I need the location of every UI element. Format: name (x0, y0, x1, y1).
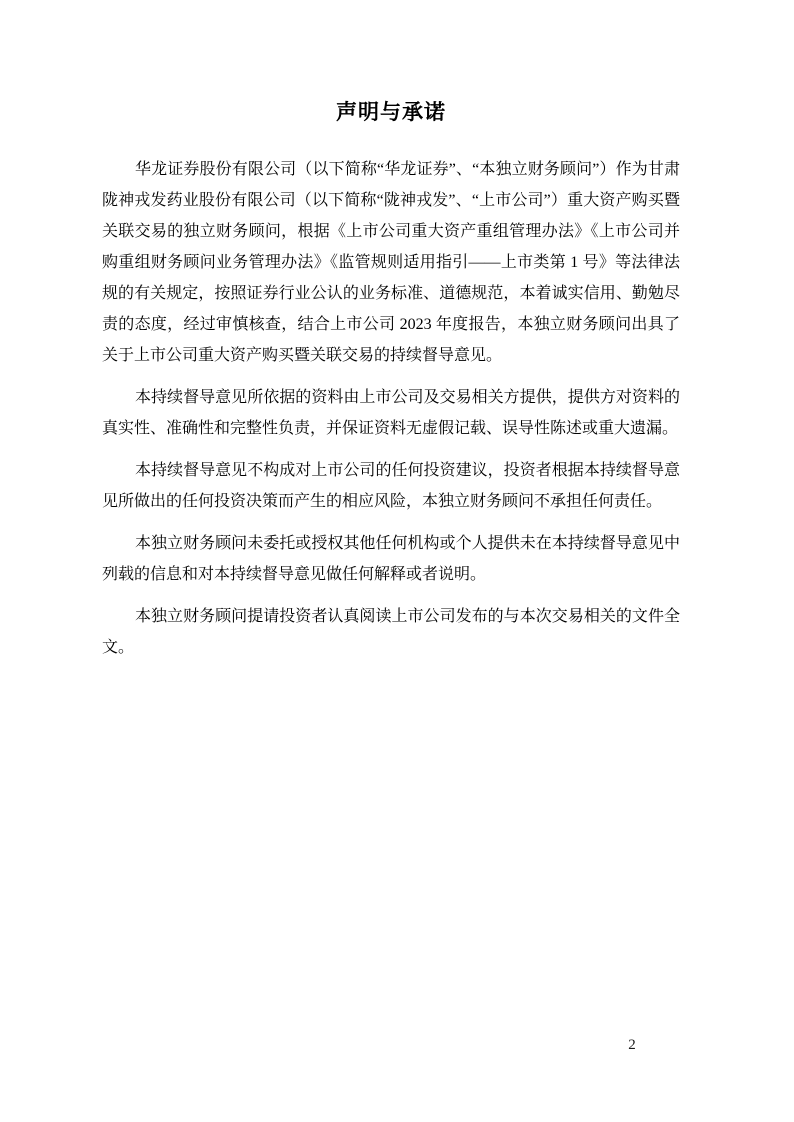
page-number: 2 (628, 1037, 636, 1053)
paragraph-3: 本持续督导意见不构成对上市公司的任何投资建议，投资者根据本持续督导意见所做出的任何投资决策而产生的相应风险，本独立财务顾问不承担任何责任。 (102, 462, 680, 510)
paragraph-4: 本独立财务顾问未委托或授权其他任何机构或个人提供未在本持续督导意见中列载的信息和对本持续督导意见做任何解释或者说明。 (102, 535, 680, 583)
page-title: 声明与承诺 (336, 101, 446, 124)
paragraph-1: 华龙证券股份有限公司（以下简称“华龙证券”、“本独立财务顾问”）作为甘肃陇神戎发药业股份有限公司（以下简称“陇神戎发”、“上市公司”）重大资产购买暨关联交易的独立财务顾问，根据《上市公司重大资产重组管理办法》《上市公司并购重组财务顾问业务管理办法》《监管规则适用指引——上市类第 1 号》等法律法规的有关规定，按照证券行业公认的业务标准、道德规范，本着诚实信用、勤勉尽责的态度，经过审慎核查，结合上市公司 2023 年度报告，本独立财务顾问出具了关于上市公司重大资产购买暨关联交易的持续督导意见。 (102, 161, 680, 364)
page-content (102, 0, 680, 674)
paragraph-5: 本独立财务顾问提请投资者认真阅读上市公司发布的与本次交易相关的文件全文。 (102, 608, 680, 656)
paragraph-2: 本持续督导意见所依据的资料由上市公司及交易相关方提供，提供方对资料的真实性、准确性和完整性负责，并保证资料无虚假记载、误导性陈述或重大遗漏。 (102, 389, 680, 437)
